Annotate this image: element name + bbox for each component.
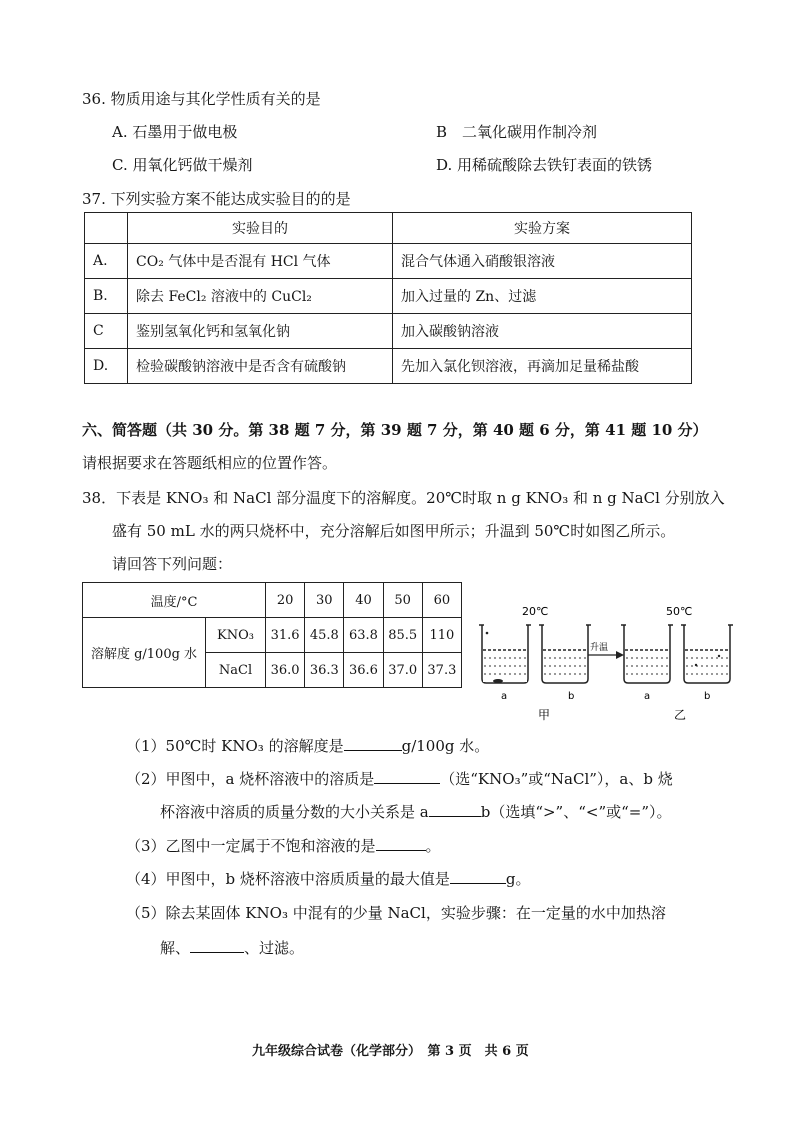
row-plan: 加入过量的 Zn、过滤 — [393, 279, 692, 314]
q38-part3 — [126, 835, 441, 856]
q37-experiment-table — [84, 212, 692, 384]
solubility-table — [82, 582, 462, 688]
section-instruction: 请根据要求在答题纸相应的位置作答。 — [82, 454, 338, 472]
temp-cell: 40 — [344, 583, 383, 618]
row-goal: 鉴别氢氧化钙和氢氧化钠 — [128, 314, 393, 349]
part2-line2-prefix: 杯溶液中溶质的质量分数的大小关系是 a — [160, 803, 429, 821]
value-cell: 63.8 — [344, 618, 383, 653]
part4-prefix: （4）甲图中，b 烧杯溶液中溶质质量的最大值是 — [126, 870, 450, 888]
q38-part5-line1: （5）除去某固体 KNO₃ 中混有的少量 NaCl，实验步骤：在一定量的水中加热溶 — [126, 904, 666, 922]
beaker-figure — [470, 595, 740, 725]
part5-line2-prefix: 解、 — [160, 939, 191, 957]
answer-blank[interactable] — [344, 736, 402, 751]
table-header-blank — [85, 213, 128, 244]
row-goal: 检验碳酸钠溶液中是否含有硫酸钠 — [128, 349, 393, 384]
temp-cell: 50 — [383, 583, 422, 618]
q38-part5-line2 — [160, 937, 304, 958]
part3-suffix: 。 — [425, 837, 441, 855]
substance-cell: KNO₃ — [206, 618, 266, 653]
q38-part4 — [126, 868, 531, 889]
q38-stem-line1: 38．下表是 KNO₃ 和 NaCl 部分温度下的溶解度。20℃时取 n g KNO₃ 和 n g NaCl 分别放入 — [82, 489, 725, 507]
value-cell: 37.3 — [422, 653, 461, 688]
value-cell: 36.3 — [305, 653, 344, 688]
value-cell: 85.5 — [383, 618, 422, 653]
q38-part1 — [126, 735, 489, 756]
value-cell: 36.0 — [266, 653, 305, 688]
temp-cell: 20 — [266, 583, 305, 618]
q36-option-c: C. 用氧化钙做干燥剂 — [112, 156, 253, 174]
section-heading: 六、简答题（共 30 分。第 38 题 7 分，第 39 题 7 分，第 40 题 6 分，第 41 题 10 分） — [82, 421, 708, 439]
part1-prefix: （1）50℃时 KNO₃ 的溶解度是 — [126, 737, 344, 755]
part3-prefix: （3）乙图中一定属于不饱和溶液的是 — [126, 837, 376, 855]
part5-line2-suffix: 、过滤。 — [244, 939, 305, 957]
solubility-label-cell: 溶解度 g/100g 水 — [83, 618, 206, 688]
page-footer: 九年级综合试卷（化学部分） 第 3 页 共 6 页 — [252, 1044, 529, 1059]
part2-suffix: （选“KNO₃”或“NaCl”），a、b 烧 — [440, 770, 673, 788]
row-goal: CO₂ 气体中是否混有 HCl 气体 — [128, 244, 393, 279]
beaker-b-label-right: b — [704, 691, 711, 702]
figure-caption-left: 甲 — [538, 708, 551, 722]
value-cell: 31.6 — [266, 618, 305, 653]
beaker-b-right — [681, 625, 733, 683]
value-cell: 36.6 — [344, 653, 383, 688]
q37-stem: 37. 下列实验方案不能达成实验目的的是 — [82, 190, 351, 208]
answer-blank[interactable] — [450, 869, 506, 884]
q36-option-d: D. 用稀硫酸除去铁钉表面的铁锈 — [436, 156, 653, 174]
temp-label-right: 50℃ — [666, 605, 693, 618]
q38-stem-line2: 盛有 50 mL 水的两只烧杯中，充分溶解后如图甲所示；升温到 50℃时如图乙所示。 — [112, 522, 676, 540]
table-row — [85, 349, 692, 384]
row-plan: 先加入氯化钡溶液，再滴加足量稀盐酸 — [393, 349, 692, 384]
table-row — [83, 583, 462, 618]
answer-blank[interactable] — [190, 938, 244, 953]
temp-label-left: 20℃ — [522, 605, 549, 618]
answer-blank[interactable] — [429, 802, 481, 817]
row-label: D. — [85, 349, 128, 384]
row-label: B. — [85, 279, 128, 314]
part4-suffix: g。 — [505, 870, 531, 888]
part1-suffix: g/100g 水。 — [401, 737, 490, 755]
beaker-a-label-left: a — [501, 691, 508, 702]
beaker-a-label-right: a — [644, 691, 651, 702]
row-plan: 混合气体通入硝酸银溶液 — [393, 244, 692, 279]
beaker-a-left — [479, 625, 531, 683]
arrow-head-icon — [616, 651, 624, 659]
answer-blank[interactable] — [376, 836, 426, 851]
table-row — [85, 244, 692, 279]
table-row — [83, 618, 462, 653]
beaker-b-label-left: b — [568, 691, 575, 702]
answer-blank[interactable] — [374, 769, 440, 784]
heating-arrow-label: 升温 — [590, 643, 609, 653]
figure-caption-right: 乙 — [674, 708, 687, 722]
substance-cell: NaCl — [206, 653, 266, 688]
q38-part2-line2 — [160, 801, 672, 822]
q38-stem-line3: 请回答下列问题： — [112, 555, 233, 573]
temp-label-cell: 温度/°C — [83, 583, 266, 618]
table-header-goal: 实验目的 — [128, 213, 393, 244]
row-plan: 加入碳酸钠溶液 — [393, 314, 692, 349]
q36-stem: 36. 物质用途与其化学性质有关的是 — [82, 90, 321, 108]
q36-option-b: B 二氧化碳用作制冷剂 — [436, 123, 598, 141]
value-cell: 45.8 — [305, 618, 344, 653]
beaker-a-right — [621, 625, 673, 683]
part2-line2-suffix: b（选填“>”、“<”或“=”）。 — [480, 803, 672, 821]
row-goal: 除去 FeCl₂ 溶液中的 CuCl₂ — [128, 279, 393, 314]
row-label: C — [85, 314, 128, 349]
value-cell: 110 — [422, 618, 461, 653]
table-row — [85, 279, 692, 314]
row-label: A. — [85, 244, 128, 279]
value-cell: 37.0 — [383, 653, 422, 688]
table-header-plan: 实验方案 — [393, 213, 692, 244]
table-header-row — [85, 213, 692, 244]
part2-prefix: （2）甲图中，a 烧杯溶液中的溶质是 — [126, 770, 375, 788]
temp-cell: 30 — [305, 583, 344, 618]
temp-cell: 60 — [422, 583, 461, 618]
q38-part2 — [126, 768, 673, 789]
undissolved-solid — [493, 679, 503, 683]
table-row — [85, 314, 692, 349]
q36-option-a: A. 石墨用于做电极 — [112, 123, 238, 141]
beaker-b-left — [539, 625, 591, 683]
